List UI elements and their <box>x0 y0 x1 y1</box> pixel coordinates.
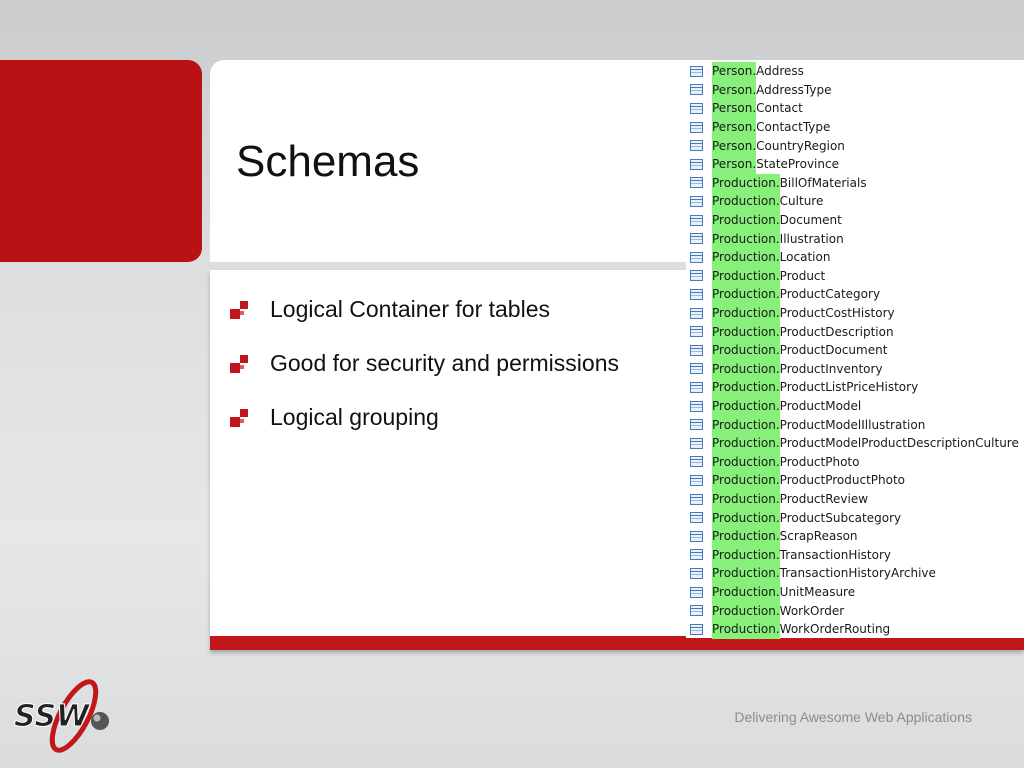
table-list-item <box>686 360 883 379</box>
table-name: TransactionHistoryArchive <box>779 566 936 581</box>
schema-name: Person. <box>712 81 756 100</box>
table-list-item <box>686 322 894 341</box>
table-list-item <box>686 192 823 211</box>
table-list-item <box>686 118 830 137</box>
table-list-item <box>686 378 918 397</box>
table-name: ProductSubcategory <box>779 510 902 525</box>
table-name: Location <box>779 250 831 265</box>
schema-name: Production. <box>712 229 780 248</box>
table-name: Document <box>779 213 842 228</box>
table-list-item <box>686 155 839 174</box>
table-icon <box>690 587 703 598</box>
table-icon <box>690 270 703 281</box>
footer-tagline: Delivering Awesome Web Applications <box>734 709 972 725</box>
table-list-item <box>686 211 842 230</box>
ssw-logo <box>12 676 122 756</box>
table-list-item <box>686 304 895 323</box>
table-icon <box>690 345 703 356</box>
bullet-text: Good for security and permissions <box>270 349 619 376</box>
schema-name: Person. <box>712 62 756 81</box>
table-icon <box>690 103 703 114</box>
table-icon <box>690 363 703 374</box>
schema-name: Production. <box>712 508 780 527</box>
schema-name: Production. <box>712 267 780 286</box>
schema-name: Person. <box>712 155 756 174</box>
schema-name: Production. <box>712 174 780 193</box>
table-name: Illustration <box>779 231 844 246</box>
table-name: ProductDescription <box>779 324 894 339</box>
table-list-item <box>686 136 845 155</box>
schema-name: Production. <box>712 471 780 490</box>
table-list-item <box>686 229 844 248</box>
table-list-item <box>686 397 861 416</box>
table-name: ProductReview <box>779 492 869 507</box>
schema-name: Person. <box>712 99 756 118</box>
slide-title: Schemas <box>236 137 420 186</box>
table-name: ProductProductPhoto <box>779 473 906 488</box>
table-name: WorkOrderRouting <box>779 622 891 637</box>
table-icon <box>690 66 703 77</box>
schema-name: Production. <box>712 415 780 434</box>
schema-name: Production. <box>712 192 780 211</box>
bullet-item <box>228 402 619 432</box>
table-list-item <box>686 62 804 81</box>
schema-name: Production. <box>712 546 780 565</box>
table-icon <box>690 233 703 244</box>
table-list-item <box>686 285 880 304</box>
table-name: ProductModel <box>779 399 862 414</box>
table-name: AddressType <box>756 82 832 97</box>
schema-name: Production. <box>712 341 780 360</box>
table-name: ProductCostHistory <box>779 306 895 321</box>
schema-name: Production. <box>712 322 780 341</box>
bullet-text: Logical Container for tables <box>270 295 550 322</box>
table-name: ProductModelProductDescriptionCulture <box>779 436 1019 451</box>
schema-name: Production. <box>712 304 780 323</box>
table-icon <box>690 177 703 188</box>
schema-name: Production. <box>712 285 780 304</box>
table-icon <box>690 289 703 300</box>
table-list-item <box>686 267 825 286</box>
table-name: ProductDocument <box>779 343 888 358</box>
table-name: TransactionHistory <box>779 547 892 562</box>
table-icon <box>690 382 703 393</box>
table-icon <box>690 605 703 616</box>
table-name: Culture <box>779 194 824 209</box>
table-name: ScrapReason <box>779 529 858 544</box>
table-name: WorkOrder <box>779 603 845 618</box>
table-list-item <box>686 490 868 509</box>
table-icon <box>690 159 703 170</box>
schema-name: Production. <box>712 397 780 416</box>
table-name: UnitMeasure <box>779 585 856 600</box>
bullet-text: Logical grouping <box>270 403 439 430</box>
logo-text: SSW <box>14 699 90 734</box>
table-name: ProductInventory <box>779 361 883 376</box>
table-icon <box>690 438 703 449</box>
table-icon <box>690 196 703 207</box>
table-name: BillOfMaterials <box>779 175 867 190</box>
bullet-icon <box>228 299 250 319</box>
table-name: ContactType <box>756 120 831 135</box>
table-list-item <box>686 620 890 639</box>
schema-name: Person. <box>712 136 756 155</box>
bullet-list <box>228 294 619 456</box>
schema-name: Production. <box>712 527 780 546</box>
table-name: ProductListPriceHistory <box>779 380 919 395</box>
table-name: Address <box>756 64 804 79</box>
table-name: Product <box>779 268 826 283</box>
table-icon <box>690 84 703 95</box>
table-icon <box>690 252 703 263</box>
table-list-item <box>686 564 936 583</box>
table-list-item <box>686 341 887 360</box>
table-list-item <box>686 434 1019 453</box>
schema-name: Production. <box>712 564 780 583</box>
table-list-item <box>686 99 803 118</box>
table-list-item <box>686 601 844 620</box>
bullet-icon <box>228 353 250 373</box>
table-icon <box>690 401 703 412</box>
red-footer-bar <box>210 636 1024 650</box>
table-list-item <box>686 583 855 602</box>
table-icon <box>690 122 703 133</box>
table-icon <box>690 531 703 542</box>
table-icon <box>690 549 703 560</box>
schema-name: Production. <box>712 360 780 379</box>
table-name: StateProvince <box>756 157 839 172</box>
table-icon <box>690 456 703 467</box>
table-icon <box>690 419 703 430</box>
table-icon <box>690 475 703 486</box>
bullet-item <box>228 294 619 324</box>
table-list-item <box>686 174 867 193</box>
table-name: ProductCategory <box>779 287 881 302</box>
table-name: CountryRegion <box>756 138 845 153</box>
table-name: ProductModelIllustration <box>779 417 926 432</box>
table-icon <box>690 215 703 226</box>
table-list-item <box>686 546 891 565</box>
table-list-item <box>686 471 905 490</box>
table-icon <box>690 624 703 635</box>
schema-name: Production. <box>712 211 780 230</box>
schema-name: Production. <box>712 620 780 639</box>
table-icon <box>690 494 703 505</box>
schema-name: Production. <box>712 490 780 509</box>
table-list-item <box>686 453 859 472</box>
table-name: ProductPhoto <box>779 454 860 469</box>
table-list-item <box>686 81 832 100</box>
table-name: Contact <box>756 101 803 116</box>
schema-name: Person. <box>712 118 756 137</box>
schema-name: Production. <box>712 434 780 453</box>
table-list-item <box>686 527 858 546</box>
schema-name: Production. <box>712 583 780 602</box>
table-list-item <box>686 415 925 434</box>
table-icon <box>690 568 703 579</box>
table-icon <box>690 140 703 151</box>
table-icon <box>690 512 703 523</box>
table-list-item <box>686 508 901 527</box>
table-list-item <box>686 248 830 267</box>
bullet-icon <box>228 407 250 427</box>
schema-name: Production. <box>712 601 780 620</box>
table-icon <box>690 308 703 319</box>
schema-name: Production. <box>712 378 780 397</box>
table-icon <box>690 326 703 337</box>
bullet-item <box>228 348 619 378</box>
schema-name: Production. <box>712 453 780 472</box>
table-list-screenshot <box>686 60 1024 638</box>
schema-name: Production. <box>712 248 780 267</box>
red-accent-tab <box>0 60 202 262</box>
